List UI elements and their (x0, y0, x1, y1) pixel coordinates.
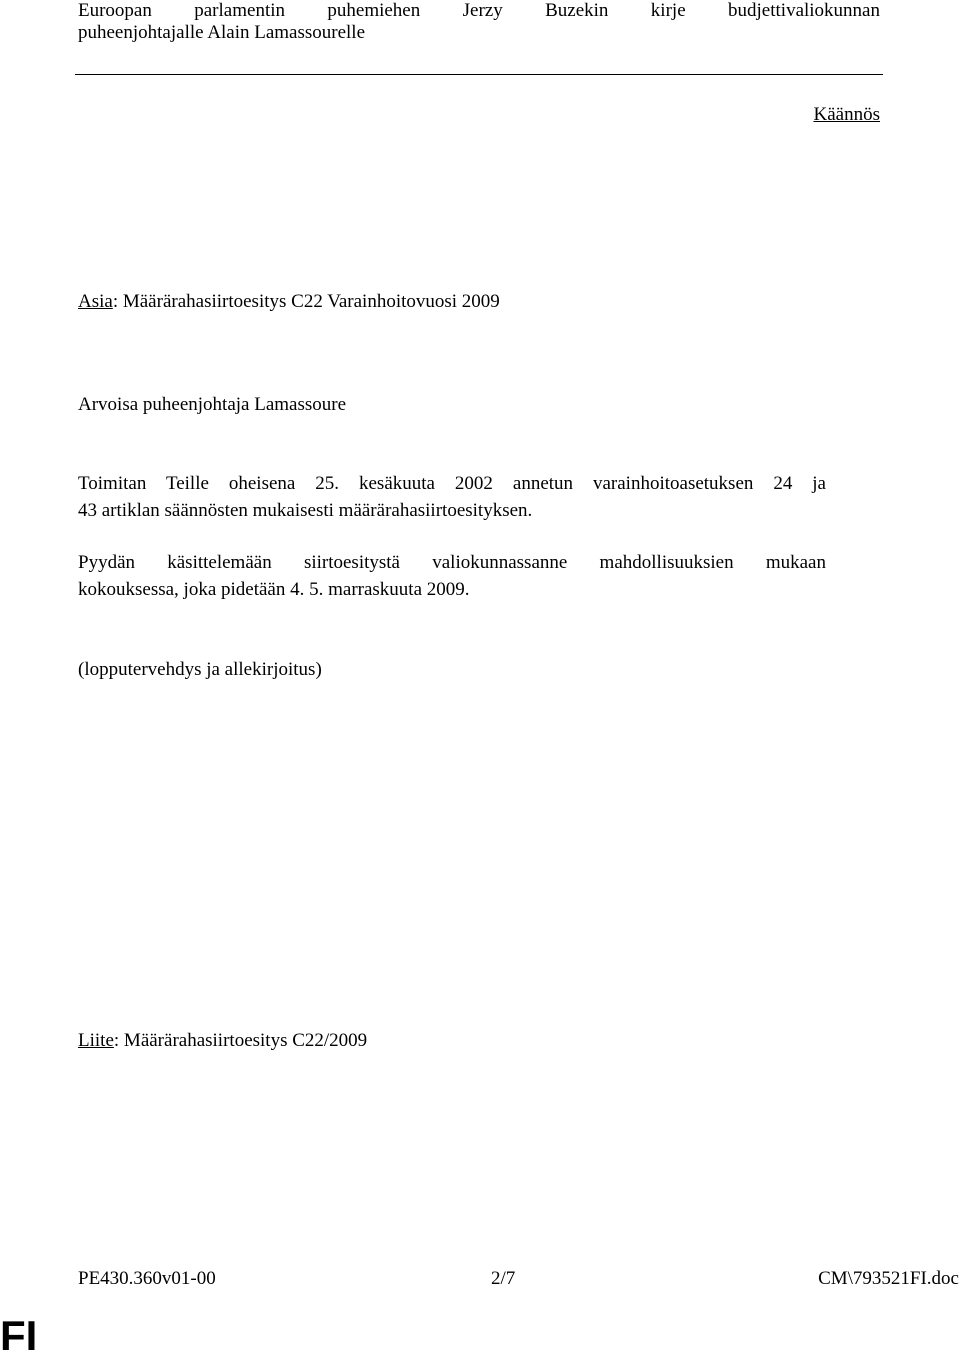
letter-title-line-2: puheenjohtajalle Alain Lamassourelle (78, 22, 366, 43)
footer-reference: PE430.360v01-00 (78, 1268, 216, 1289)
subject-text: : Määrärahasiirtoesitys C22 Varainhoitovuosi 2009 (112, 291, 500, 312)
closing-note: (lopputervehdys ja allekirjoitus) (78, 659, 322, 680)
subject-line (78, 291, 500, 313)
paragraph-1-line-1: Toimitan Teille oheisena 25. kesäkuuta 2002 annetun varainhoitoasetuksen 24 ja (78, 473, 826, 494)
header-divider (75, 74, 883, 75)
annex-text: : Määrärahasiirtoesitys C22/2009 (113, 1030, 368, 1051)
footer-page-number: 2/7 (491, 1268, 516, 1289)
paragraph-1-line-2: 43 artiklan säännösten mukaisesti määrärahasiirtoesityksen. (78, 500, 533, 521)
footer-file-name: CM\793521FI.doc (818, 1268, 959, 1289)
language-code: FI (0, 1312, 38, 1359)
annex-line (78, 1030, 367, 1052)
subject-label: Asia (78, 291, 113, 312)
paragraph-2-line-1: Pyydän käsittelemään siirtoesitystä valiokunnassanne mahdollisuuksien mukaan (78, 552, 826, 573)
paragraph-2-line-2: kokouksessa, joka pidetään 4. 5. marraskuuta 2009. (78, 579, 470, 600)
annex-label: Liite (78, 1030, 114, 1051)
translation-label: Käännös (813, 104, 880, 125)
salutation: Arvoisa puheenjohtaja Lamassoure (78, 394, 347, 415)
letter-title-line-1: Euroopan parlamentin puhemiehen Jerzy Buzekin kirje budjettivaliokunnan (78, 0, 880, 21)
